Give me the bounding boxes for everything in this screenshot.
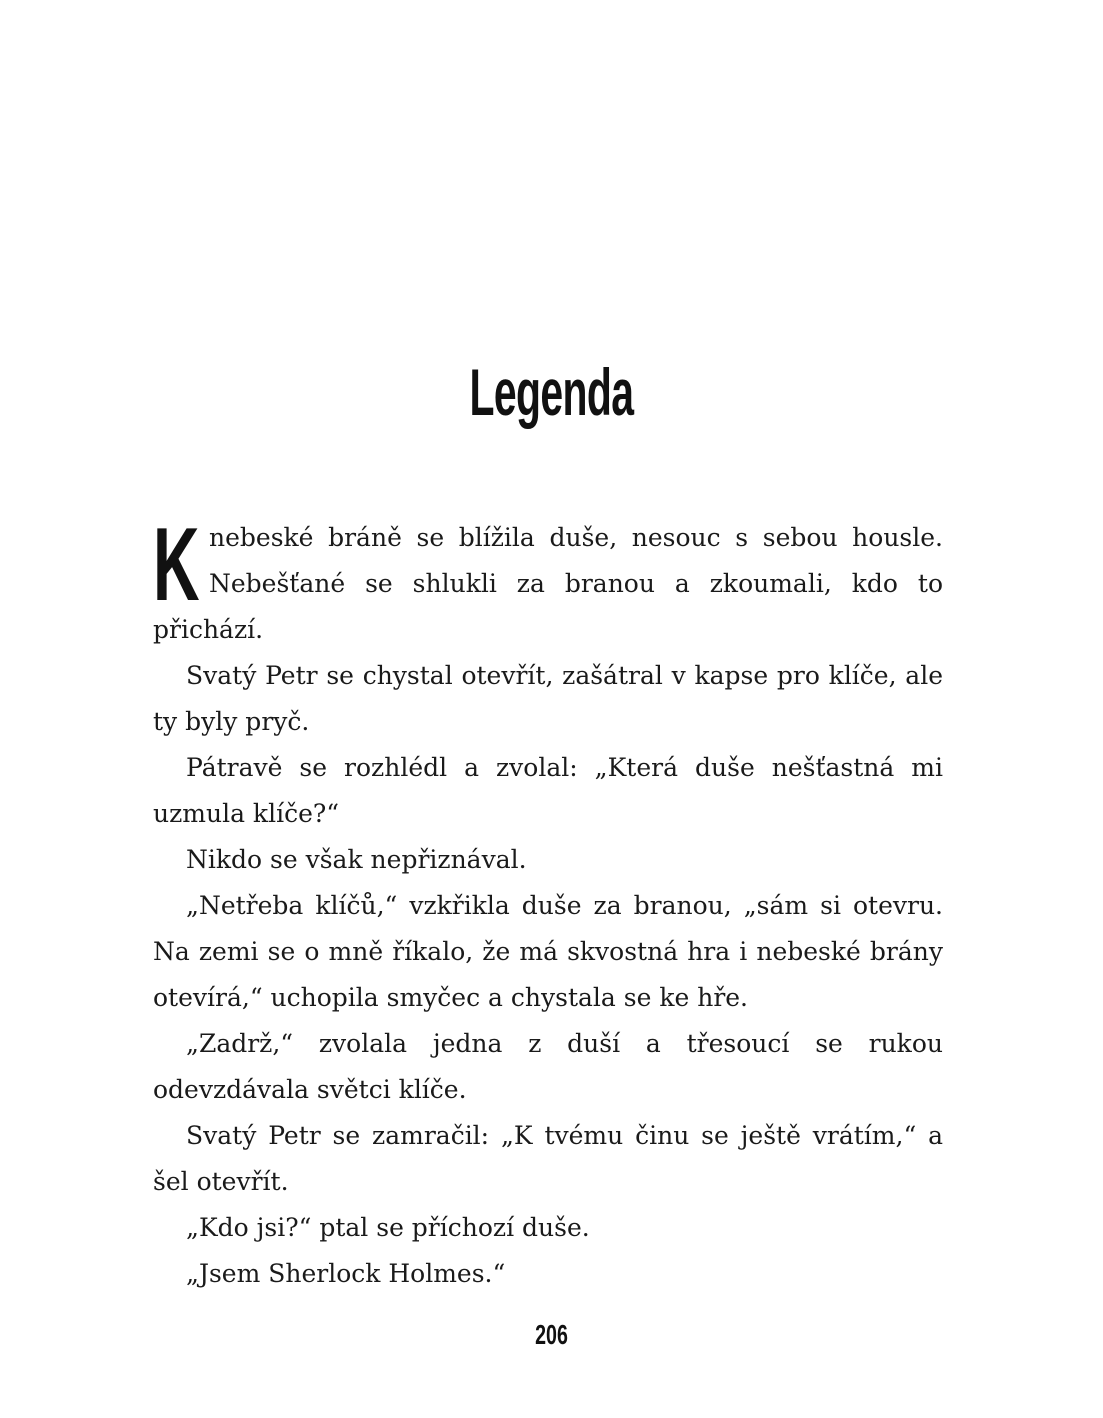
drop-cap: K bbox=[153, 507, 200, 623]
paragraph-6: „Zadrž,“ zvolala jedna z duší a třesoucí se rukou odevzdávala světci klíče. bbox=[153, 1029, 943, 1104]
paragraph-3: Pátravě se rozhlédl a zvolal: „Která duše nešťastná mi uzmula klíče?“ bbox=[153, 753, 943, 828]
paragraph-1-text: nebeské bráně se blížila duše, nesouc s sebou housle. Nebešťané se shlukli za branou a zkoumali, kdo to přichází. bbox=[153, 523, 943, 644]
paragraph-9: „Jsem Sherlock Holmes.“ bbox=[186, 1259, 506, 1288]
paragraph-5: „Netřeba klíčů,“ vzkřikla duše za branou, „sám si otevru. Na zemi se o mně říkalo, že má skvostná hra i nebeské brány otevírá,“ uchopila smyčec a chystala se ke hře. bbox=[153, 891, 943, 1012]
paragraph-4: Nikdo se však nepřiznával. bbox=[186, 845, 527, 874]
chapter-title: Legenda bbox=[469, 355, 634, 429]
paragraph-2: Svatý Petr se chystal otevřít, zašátral v kapse pro klíče, ale ty byly pryč. bbox=[153, 661, 943, 736]
paragraph-1 bbox=[153, 507, 943, 653]
paragraph-7: Svatý Petr se zamračil: „K tvému činu se ještě vrátím,“ a šel otevřít. bbox=[153, 1121, 943, 1196]
paragraph-8: „Kdo jsi?“ ptal se příchozí duše. bbox=[186, 1213, 590, 1242]
chapter-text bbox=[153, 507, 943, 1297]
page-number: 206 bbox=[535, 1319, 568, 1350]
